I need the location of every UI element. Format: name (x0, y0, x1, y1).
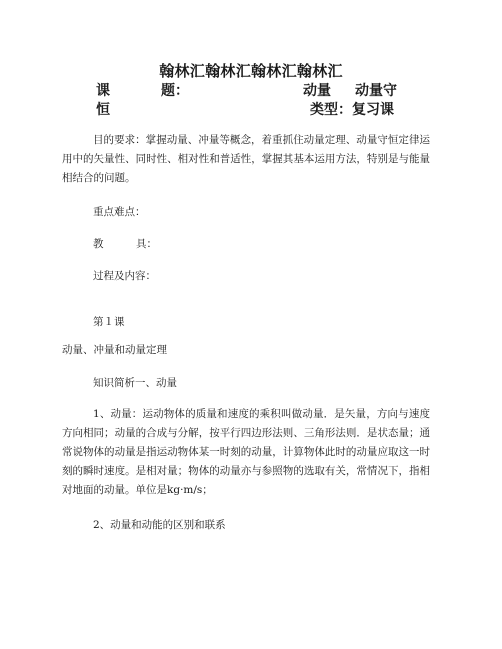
topic-2: 动量守 (355, 83, 397, 99)
process-label: 过程及内容： (93, 270, 156, 282)
knowledge-heading: 知识简析一、动量 (93, 377, 177, 389)
lesson-type: 类型：复习课 (310, 102, 394, 118)
topic-1: 动量 (303, 83, 331, 99)
tools-label-2: 具： (136, 238, 157, 250)
point-1-paragraph: 1、动量：运动物体的质量和速度的乘积叫做动量．是矢量，方向与速度方向相同；动量的合成与分解，按平行四边形法则、三角形法则．是状态量；通常说物体的动量是指运动物体某一时刻的动量，计算物体此时的动量应取这一时刻的瞬时速度。是相对量；物体的动量亦与参照物的选取有关，常情况下，指相对地面的动量。单位是kg·m/s； (62, 408, 430, 496)
document-title: 翰林汇翰林汇翰林汇翰林汇 (159, 62, 343, 80)
purpose-paragraph: 目的要求：掌握动量、冲量等概念，着重抓住动量定理、动量守恒定律运用中的矢量性、同时性、相对性和普适性，掌握其基本运用方法，特别是与能量相结合的问题。 (62, 134, 430, 184)
subject-label-1: 课 (96, 83, 110, 99)
subject-label-2: 题： (161, 83, 189, 99)
lesson-label: 第１课 (93, 316, 125, 328)
tools-label-1: 教 (93, 238, 104, 250)
point-2-heading: 2、动量和动能的区别和联系 (93, 519, 226, 531)
lesson-title: 动量、冲量和动量定理 (62, 344, 167, 356)
focus-label: 重点难点： (93, 206, 146, 218)
topic-continuation: 恒 (96, 102, 110, 118)
